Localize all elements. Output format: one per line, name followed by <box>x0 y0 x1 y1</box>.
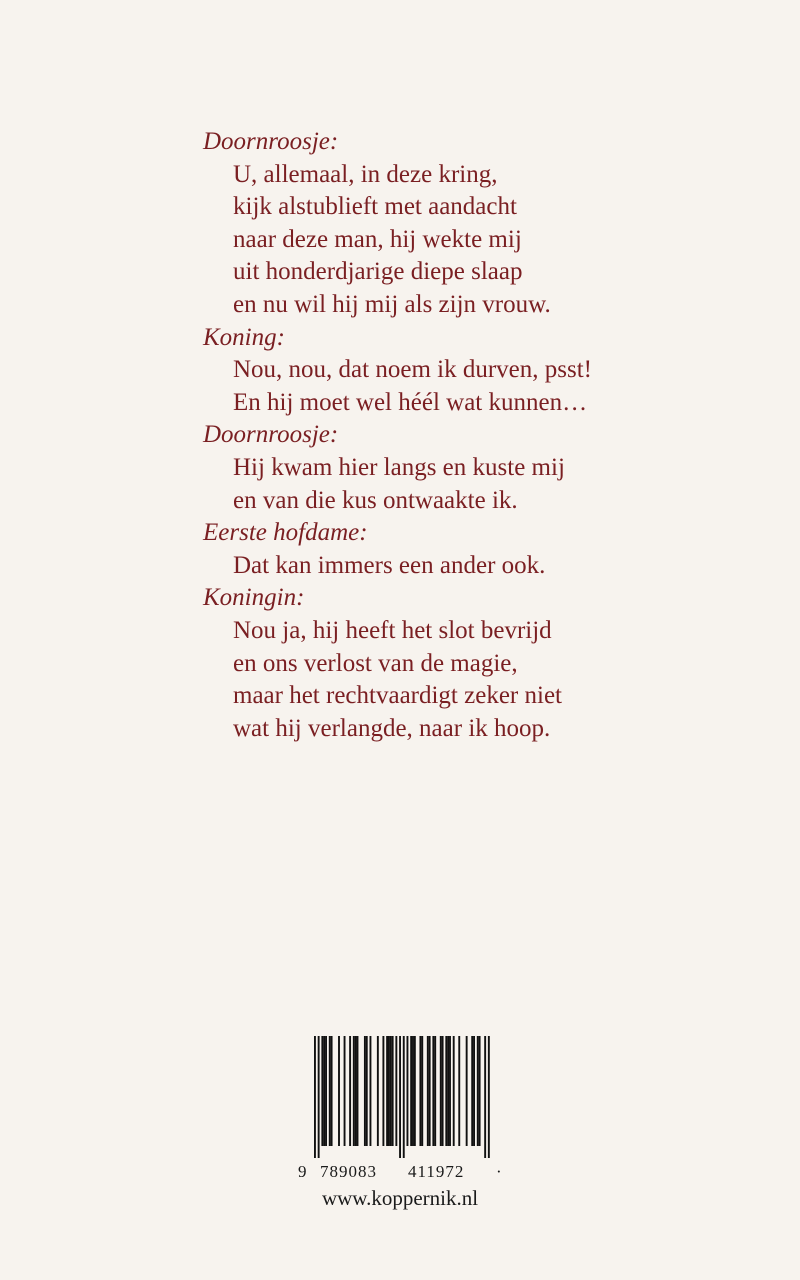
barcode-bar <box>323 1036 325 1146</box>
speaker-name: Doornroosje: <box>203 421 339 449</box>
barcode-bar <box>331 1036 333 1146</box>
verse-line: uit honderdjarige diepe slaap <box>233 258 523 286</box>
verse-line: wat hij verlangde, naar ik hoop. <box>233 714 551 742</box>
verse-line: kijk alstublieft met aandacht <box>233 193 517 221</box>
barcode-bar <box>399 1036 401 1158</box>
barcode-bar <box>349 1036 351 1146</box>
verse-line: Nou ja, hij heeft het slot bevrijd <box>233 616 552 644</box>
barcode-bar <box>407 1036 409 1146</box>
barcode-bar <box>329 1036 331 1146</box>
verse-line: Dat kan immers een ander ook. <box>233 551 546 579</box>
verse-line: maar het rechtvaardigt zeker niet <box>233 682 562 710</box>
isbn-barcode <box>296 1036 506 1181</box>
barcode-bar <box>325 1036 327 1146</box>
barcode-bar <box>453 1036 455 1146</box>
barcode-bar <box>392 1036 394 1146</box>
barcode-bar <box>364 1036 366 1146</box>
barcode-bar <box>432 1036 434 1146</box>
barcode-bar <box>353 1036 355 1146</box>
barcode-bar <box>434 1036 436 1146</box>
speaker-name: Doornroosje: <box>203 128 339 155</box>
barcode-bar <box>344 1036 346 1146</box>
verse-line: En hij moet wel héél wat kunnen… <box>233 388 588 416</box>
verse-line: naar deze man, hij wekte mij <box>233 225 522 253</box>
verse-line: en ons verlost van de magie, <box>233 649 518 677</box>
barcode-bar <box>370 1036 372 1146</box>
barcode-bar <box>473 1036 475 1146</box>
barcode-bar <box>477 1036 479 1146</box>
barcode-bar <box>414 1036 416 1146</box>
barcode-bar <box>388 1036 390 1146</box>
barcode-bar <box>366 1036 368 1146</box>
barcode-bar <box>429 1036 431 1146</box>
verse-line: en nu wil hij mij als zijn vrouw. <box>233 290 551 318</box>
barcode-bar <box>479 1036 481 1146</box>
barcode-bar <box>421 1036 423 1146</box>
barcode-bar <box>390 1036 392 1146</box>
barcode-bar <box>321 1036 323 1146</box>
barcode-bar <box>314 1036 316 1158</box>
barcode-bar <box>449 1036 451 1146</box>
verse-line: en van die kus ontwaakte ik. <box>233 486 518 514</box>
barcode-bar <box>484 1036 486 1158</box>
verse-line: Hij kwam hier langs en kuste mij <box>233 453 565 481</box>
isbn-trailing-mark: · <box>496 1162 503 1181</box>
barcode-bar <box>458 1036 460 1146</box>
barcode-bar <box>355 1036 357 1146</box>
barcode-bar <box>466 1036 468 1146</box>
poem-text <box>203 126 763 745</box>
barcode-bar <box>419 1036 421 1146</box>
barcode-bar <box>377 1036 379 1146</box>
barcode-bar <box>338 1036 340 1146</box>
isbn-group-2: 411972 <box>408 1162 465 1181</box>
speaker-name: Eerste hofdame: <box>203 519 368 547</box>
verse-line: Nou, nou, dat noem ik durven, psst! <box>233 356 592 384</box>
barcode-bar <box>395 1036 397 1146</box>
isbn-digits <box>296 1162 506 1186</box>
barcode-bar <box>488 1036 490 1158</box>
publisher-website: www.koppernik.nl <box>321 1186 479 1210</box>
barcode-bars <box>296 1036 506 1158</box>
verse-line: U, allemaal, in deze kring, <box>233 160 498 188</box>
isbn-lead-digit: 9 <box>298 1162 308 1181</box>
isbn-group-1: 789083 <box>320 1162 377 1181</box>
barcode-bar <box>412 1036 414 1146</box>
speaker-name: Koningin: <box>203 584 305 612</box>
barcode-bar <box>382 1036 384 1146</box>
barcode-bar <box>403 1036 405 1158</box>
barcode-bar <box>357 1036 359 1146</box>
barcode-bar <box>410 1036 412 1146</box>
barcode-bar <box>447 1036 449 1146</box>
barcode-bar <box>471 1036 473 1146</box>
barcode-bar <box>427 1036 429 1146</box>
barcode-bar <box>386 1036 388 1146</box>
barcode-bar <box>440 1036 442 1146</box>
barcode-bar <box>445 1036 447 1146</box>
speaker-name: Koning: <box>203 323 285 351</box>
barcode-bar <box>318 1036 320 1158</box>
barcode-bar <box>442 1036 444 1146</box>
